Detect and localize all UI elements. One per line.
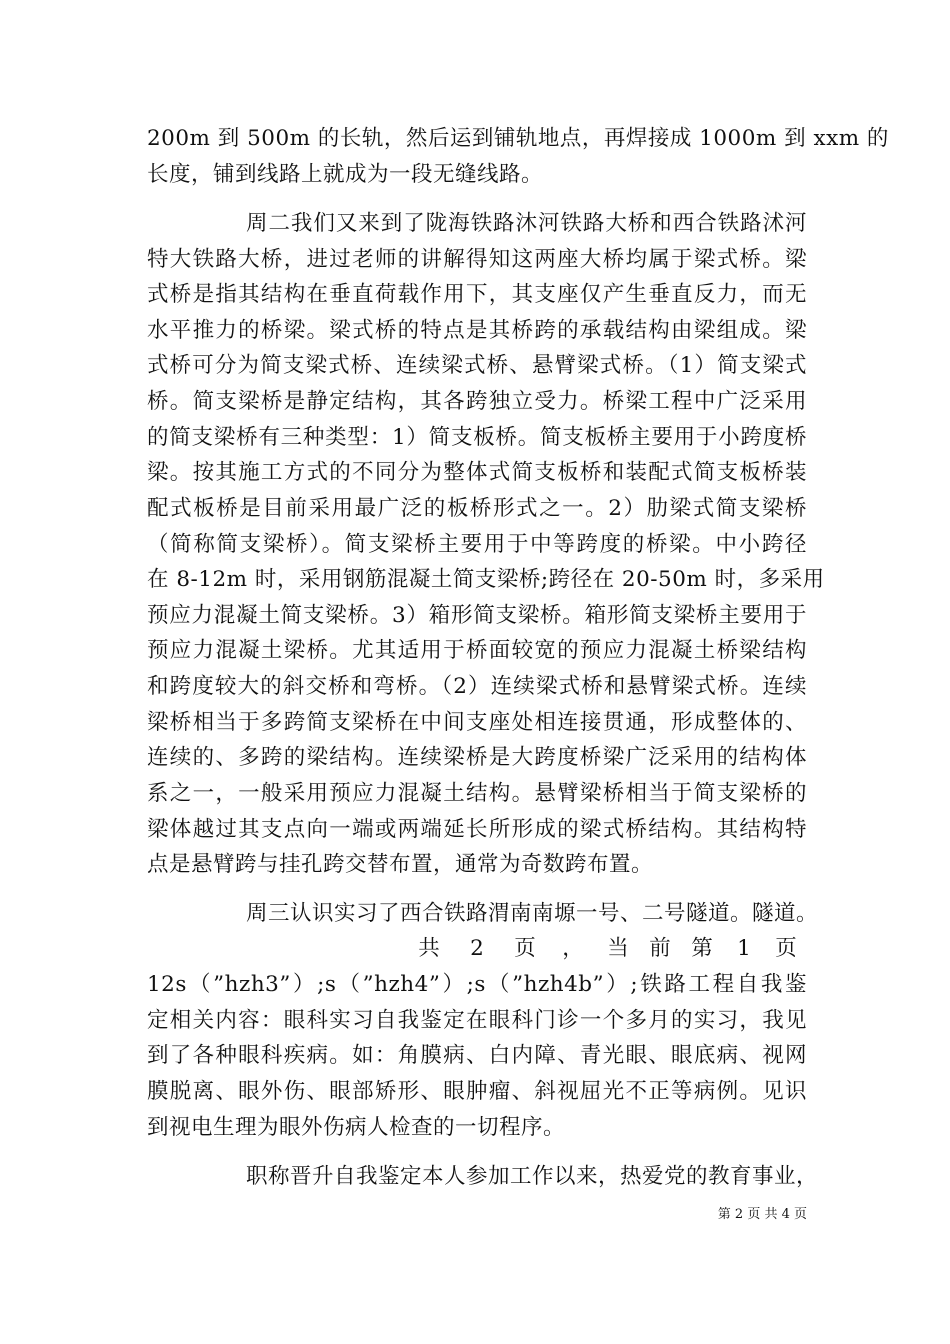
- text-line-8: 桥。简支梁桥是静定结构，其各跨独立受力。桥梁工程中广泛采用: [147, 389, 807, 414]
- text-line-1: 200m 到 500m 的长轨，然后运到铺轨地点，再焊接成 1000m 到 xxm 的: [147, 126, 889, 151]
- text-line-22: 周三认识实习了西合铁路渭南南塬一号、二号隧道。隧道。: [246, 901, 819, 926]
- text-line-27: 到视电生理为眼外伤病人检查的一切程序。: [147, 1115, 566, 1140]
- text-line-3: 周二我们又来到了陇海铁路沐河铁路大桥和西合铁路沭河: [246, 211, 807, 236]
- text-line-2: 长度，铺到线路上就成为一段无缝线路。: [147, 162, 544, 187]
- text-line-13: 在 8-12m 时，采用钢筋混凝土简支梁桥;跨径在 20-50m 时，多采用: [147, 567, 825, 592]
- text-line-12: （简称简支梁桥）。简支梁桥主要用于中等跨度的桥梁。中小跨径: [147, 532, 807, 557]
- page-count-word: ，: [562, 936, 584, 961]
- text-line-6: 水平推力的桥梁。梁式桥的特点是其桥跨的承载结构由梁组成。梁: [147, 318, 807, 343]
- page-count-word: 前: [649, 936, 671, 961]
- text-line-14: 预应力混凝土简支梁桥。3）箱形简支梁桥。箱形简支梁桥主要用于: [147, 603, 807, 628]
- text-line-23: 12s（”hzh3”）;s（”hzh4”）;s（”hzh4b”）;铁路工程自我鉴: [147, 972, 807, 997]
- text-line-9: 的简支梁桥有三种类型：1）简支板桥。简支板桥主要用于小跨度桥: [147, 425, 807, 450]
- page-count-word: 页: [514, 936, 536, 961]
- page-count-word: 当: [607, 936, 629, 961]
- page-count-word: 共: [418, 936, 440, 961]
- text-line-10: 梁。按其施工方式的不同分为整体式简支板桥和装配式简支板桥装: [147, 460, 807, 485]
- text-line-25: 到了各种眼科疾病。如：角膜病、白内障、青光眼、眼底病、视网: [147, 1043, 807, 1068]
- text-line-7: 式桥可分为简支梁式桥、连续梁式桥、悬臂梁式桥。（1）简支梁式: [147, 353, 807, 378]
- text-line-18: 连续的、多跨的梁结构。连续梁桥是大跨度桥梁广泛采用的结构体: [147, 745, 807, 770]
- text-line-26: 膜脱离、眼外伤、眼部矫形、眼肿瘤、斜视屈光不正等病例。见识: [147, 1079, 807, 1104]
- text-line-16: 和跨度较大的斜交桥和弯桥。（2）连续梁式桥和悬臂梁式桥。连续: [147, 674, 807, 699]
- page-count-line: [147, 934, 807, 964]
- text-line-11: 配式板桥是目前采用最广泛的板桥形式之一。2）肋梁式简支梁桥: [147, 496, 807, 521]
- text-line-4: 特大铁路大桥，进过老师的讲解得知这两座大桥均属于梁式桥。梁: [147, 247, 807, 272]
- page-count-word: 1: [737, 936, 751, 961]
- text-line-28: 职称晋升自我鉴定本人参加工作以来，热爱党的教育事业，: [246, 1164, 819, 1189]
- text-line-19: 系之一，一般采用预应力混凝土结构。悬臂梁桥相当于简支梁桥的: [147, 781, 807, 806]
- page-count-word: 页: [775, 936, 797, 961]
- text-line-17: 梁桥相当于多跨简支梁桥在中间支座处相连接贯通，形成整体的、: [147, 710, 807, 735]
- text-line-5: 式桥是指其结构在垂直荷载作用下，其支座仅产生垂直反力，而无: [147, 282, 807, 307]
- text-line-15: 预应力混凝土梁桥。尤其适用于桥面较宽的预应力混凝土桥梁结构: [147, 638, 807, 663]
- text-line-21: 点是悬臂跨与挂孔跨交替布置，通常为奇数跨布置。: [147, 852, 654, 877]
- page-footer: 第 2 页 共 4 页: [717, 1207, 807, 1222]
- text-line-24: 定相关内容：眼科实习自我鉴定在眼科门诊一个多月的实习，我见: [147, 1008, 807, 1033]
- page-count-word: 第: [691, 936, 713, 961]
- page-count-word: 2: [470, 936, 484, 961]
- text-line-20: 梁体越过其支点向一端或两端延长所形成的梁式桥结构。其结构特: [147, 817, 807, 842]
